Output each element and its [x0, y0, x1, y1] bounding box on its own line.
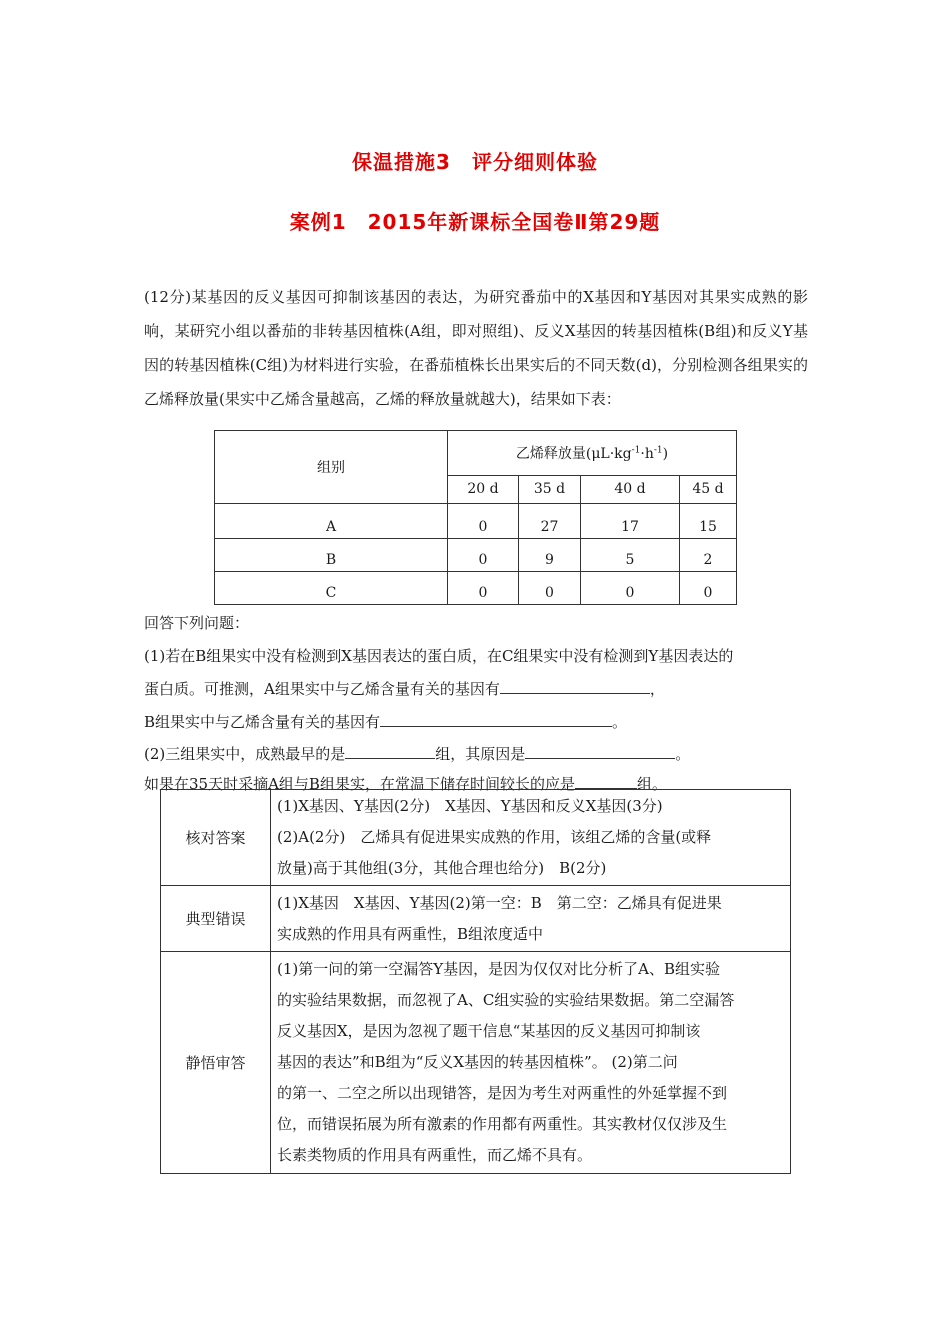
- value-cell: 17: [581, 504, 680, 539]
- value-cell: 27: [519, 504, 581, 539]
- check-answer-content: (1)X基因、Y基因(2分) X基因、Y基因和反义X基因(3分) (2)A(2分) 乙烯具有促进果实成熟的作用，该组乙烯的含量(或释 放量)高于其他组(3分，其他合理也给分) B(2分): [271, 790, 791, 886]
- answer-row-error: [161, 886, 791, 952]
- typical-error-content: (1)X基因 X基因、Y基因(2)第一空：B 第二空：乙烯具有促进果 实成熟的作用具有两重性，B组浓度适中: [271, 886, 791, 952]
- value-cell: 0: [448, 504, 519, 539]
- value-cell: 0: [581, 572, 680, 605]
- group-cell: A: [215, 504, 448, 539]
- q1-text-line2: 蛋白质。可推测，A组果实中与乙烯含量有关的基因有 ，: [144, 680, 665, 698]
- q1-text-line1: (1)若在B组果实中没有检测到X基因表达的蛋白质，在C组果实中没有检测到Y基因表达的: [144, 647, 734, 665]
- table-row: [215, 572, 737, 605]
- value-cell: 0: [448, 572, 519, 605]
- value-cell: 0: [680, 572, 737, 605]
- table-row: [215, 504, 737, 539]
- day-header: 20 d: [448, 475, 519, 503]
- day-header: 45 d: [680, 475, 737, 503]
- answer-row-check: [161, 790, 791, 886]
- typical-error-label: 典型错误: [161, 886, 271, 952]
- value-cell: 9: [519, 539, 581, 572]
- answer-blank[interactable]: [345, 744, 435, 759]
- value-cell: 2: [680, 539, 737, 572]
- ethylene-data-table: [214, 430, 737, 605]
- reflection-label: 静悟审答: [161, 952, 271, 1174]
- group-cell: C: [215, 572, 448, 605]
- day-header: 40 d: [581, 475, 680, 503]
- q2-text-line2: 如果在35天时采摘A组与B组果实，在常温下储存时间较长的应是 组。: [144, 775, 667, 793]
- reflection-content: (1)第一问的第一空漏答Y基因，是因为仅仅对比分析了A、B组实验 的实验结果数据，而忽视了A、C组实验的实验结果数据。第二空漏答 反义基因X，是因为忽视了题干信息“某基因的反义基因可抑制该 基因的表达”和B组为“反义X基因的转基因植株”。 (2)第二问 的第一、二空之所以出现错答，是因为考生对两重性的外延掌握不到 位，而错误拓展为所有激素的作用都有两重性。其实教材仅仅涉及生 长素类物质的作用具有两重性，而乙烯不具有。: [271, 952, 791, 1174]
- question-intro: (12分)某基因的反义基因可抑制该基因的表达，为研究番茄中的X基因和Y基因对其果实成熟的影响，某研究小组以番茄的非转基因植株(A组，即对照组)、反义X基因的转基因植株(B组)和反义Y基因的转基因植株(C组)为材料进行实验，在番茄植株长出果实后的不同天数(d)，分别检测各组果实的乙烯释放量(果实中乙烯含量越高，乙烯的释放量就越大)，结果如下表：: [144, 288, 808, 408]
- answer-blank[interactable]: [525, 744, 675, 759]
- value-cell: 0: [448, 539, 519, 572]
- section-title: 保温措施3 评分细则体验: [352, 150, 598, 174]
- table-row: [215, 539, 737, 572]
- q1-text-line3: B组果实中与乙烯含量有关的基因有 。: [144, 713, 628, 731]
- answer-row-reflect: [161, 952, 791, 1174]
- check-answer-label: 核对答案: [161, 790, 271, 886]
- answer-prompt: 回答下列问题：: [144, 614, 250, 632]
- q2-text-line1: (2)三组果实中，成熟最早的是 组，其原因是 。: [144, 745, 691, 763]
- day-header: 35 d: [519, 475, 581, 503]
- case-title: 案例1 2015年新课标全国卷Ⅱ第29题: [289, 210, 661, 234]
- answer-table: [160, 789, 791, 1174]
- value-cell: 15: [680, 504, 737, 539]
- value-cell: 0: [519, 572, 581, 605]
- answer-blank[interactable]: [380, 712, 612, 727]
- answer-blank[interactable]: [500, 679, 650, 694]
- measure-header: 乙烯释放量$(\mu L\cdot kg^{-1}\cdot h^{-1})$: [448, 431, 737, 476]
- value-cell: 5: [581, 539, 680, 572]
- answer-blank[interactable]: [575, 774, 637, 789]
- group-header: 组别: [215, 431, 448, 504]
- group-cell: B: [215, 539, 448, 572]
